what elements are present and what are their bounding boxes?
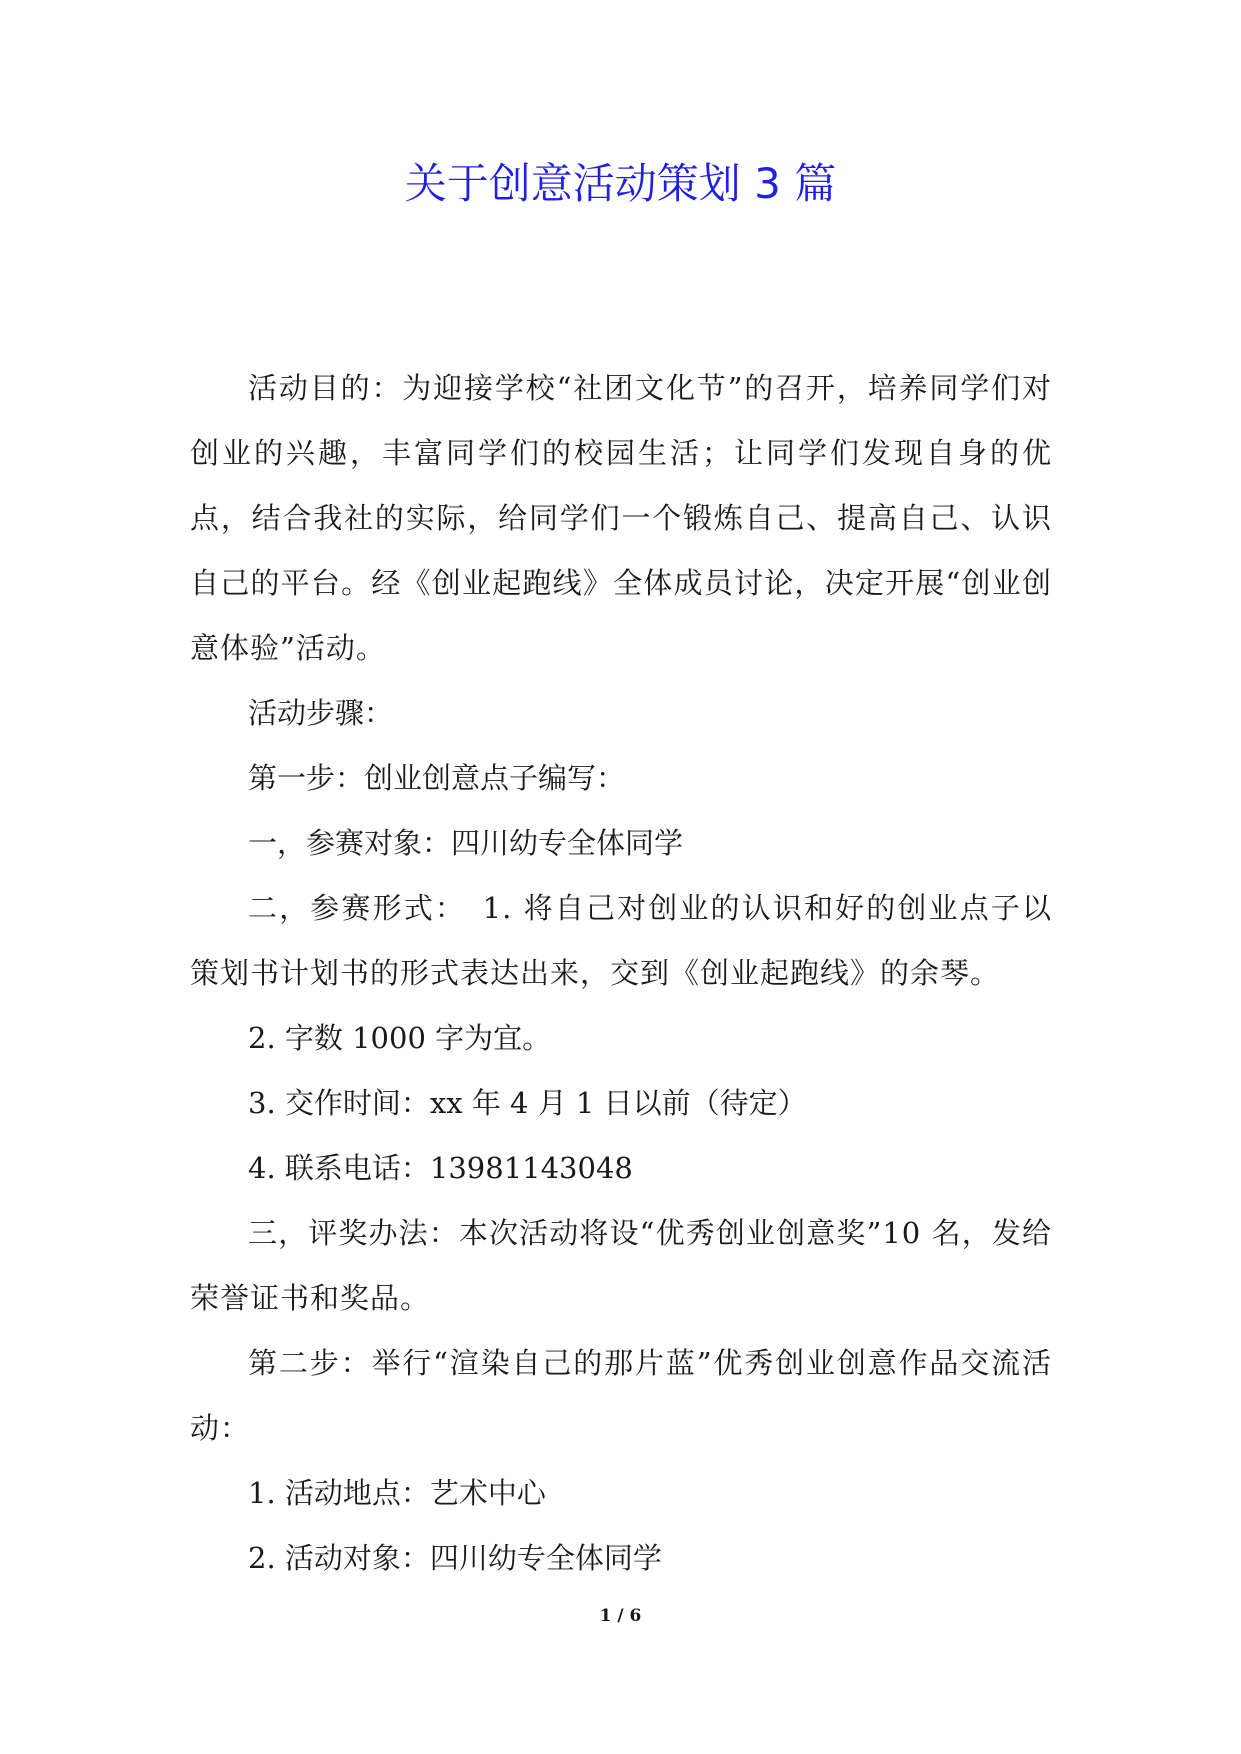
paragraph-location: 1. 活动地点：艺术中心 <box>248 1476 546 1510</box>
paragraph-steps-heading: 活动步骤： <box>248 696 394 730</box>
paragraph-purpose: 活动目的：为迎接学校“社团文化节”的召开，培养同学们对创业的兴趣，丰富同学们的校园生活；让同学们发现自身的优点，结合我社的实际，给同学们一个锻炼自己、提高自己、认识自己的平台。经《创业起跑线》全体成员讨论，决定开展“创业创意体验”活动。 <box>190 371 1052 665</box>
paragraph-contact-phone: 4. 联系电话：13981143048 <box>248 1151 633 1185</box>
document-title: 关于创意活动策划 3 篇 <box>404 159 837 208</box>
paragraph-word-count: 2. 字数 1000 字为宜。 <box>248 1021 552 1055</box>
paragraph-deadline: 3. 交作时间：xx 年 4 月 1 日以前（待定） <box>248 1086 807 1120</box>
paragraph-awards: 三，评奖办法：本次活动将设“优秀创业创意奖”10 名，发给荣誉证书和奖品。 <box>190 1216 1052 1315</box>
paragraph-participants: 一，参赛对象：四川幼专全体同学 <box>248 826 684 860</box>
page-number: 1 / 6 <box>599 1606 642 1626</box>
paragraph-step-one: 第一步：创业创意点子编写： <box>248 761 626 795</box>
paragraph-step-two: 第二步：举行“渲染自己的那片蓝”优秀创业创意作品交流活动： <box>190 1346 1052 1445</box>
document-body <box>190 356 1052 1591</box>
paragraph-format: 二，参赛形式： 1. 将自己对创业的认识和好的创业点子以策划书计划书的形式表达出来，交到《创业起跑线》的余琴。 <box>190 891 1052 990</box>
paragraph-audience: 2. 活动对象：四川幼专全体同学 <box>248 1541 662 1575</box>
